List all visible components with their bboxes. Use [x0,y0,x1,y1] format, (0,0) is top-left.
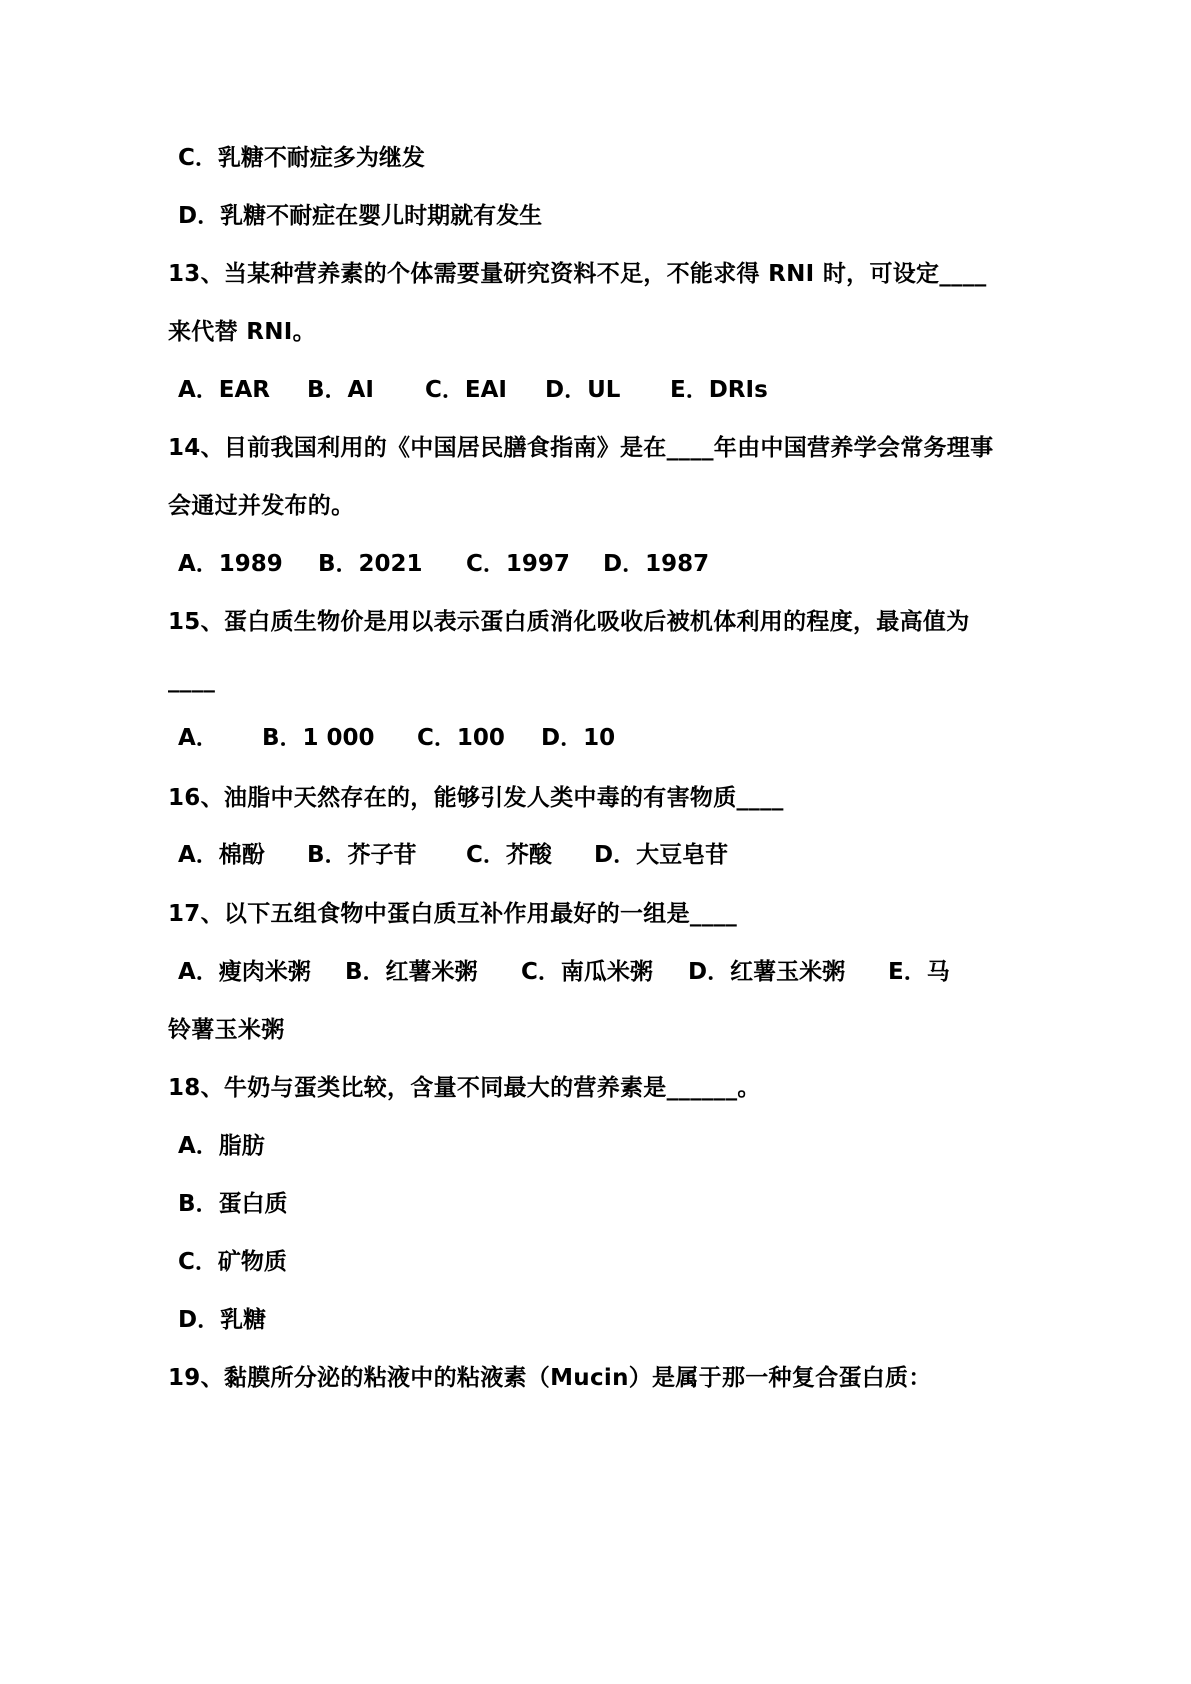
q15-option-d: D．10 [541,725,616,751]
q13-stem-line2: 来代替 RNI。 [168,319,316,345]
q17-stem-line1: 17、以下五组食物中蛋白质互补作用最好的一组是____ [168,901,738,927]
q13-option-e: E．DRIs [670,377,768,403]
q16-option-a: A．棉酚 [178,842,265,868]
q12-option-d: D．乳糖不耐症在婴儿时期就有发生 [178,203,543,229]
q15-option-a: A． [178,725,219,751]
q13-option-a: A．EAR [178,377,271,403]
q14-option-d: D．1987 [603,551,710,577]
q15-option-b: B．1 000 [262,725,375,751]
q16-option-d: D．大豆皂苷 [594,842,729,868]
q15-option-c: C．100 [417,725,505,751]
q18-stem-line1: 18、牛奶与蛋类比较，含量不同最大的营养素是______。 [168,1075,761,1101]
q12-option-c: C．乳糖不耐症多为继发 [178,145,425,171]
q13-option-c: C．EAI [425,377,507,403]
q18-option-a: A．脂肪 [178,1133,265,1159]
q17-option-e: E．马 [888,959,950,985]
q14-option-c: C．1997 [466,551,570,577]
q17-option-d: D．红薯玉米粥 [688,959,846,985]
q18-option-d: D．乳糖 [178,1307,267,1333]
q13-option-b: B．AI [307,377,374,403]
q17-option-e-continued: 铃薯玉米粥 [168,1017,285,1043]
q15-stem-line1: 15、蛋白质生物价是用以表示蛋白质消化吸收后被机体利用的程度，最高值为 [168,609,970,635]
q14-stem-line1: 14、目前我国利用的《中国居民膳食指南》是在____年由中国营养学会常务理事 [168,435,994,461]
q14-option-b: B．2021 [318,551,423,577]
q16-stem-line1: 16、油脂中天然存在的，能够引发人类中毒的有害物质____ [168,785,784,811]
q14-stem-line2: 会通过并发布的。 [168,493,355,519]
q18-option-c: C．矿物质 [178,1249,287,1275]
q13-stem-line1: 13、当某种营养素的个体需要量研究资料不足，不能求得 RNI 时，可设定____ [168,261,987,287]
q18-option-b: B．蛋白质 [178,1191,288,1217]
q14-option-a: A．1989 [178,551,283,577]
q13-option-d: D．UL [545,377,621,403]
q17-option-a: A．瘦肉米粥 [178,959,311,985]
q16-option-b: B．芥子苷 [307,842,417,868]
q17-option-c: C．南瓜米粥 [521,959,653,985]
q19-stem-line1: 19、黏膜所分泌的粘液中的粘液素（Mucin）是属于那一种复合蛋白质： [168,1365,932,1391]
q15-stem-line2: ____ [168,667,216,693]
q16-option-c: C．芥酸 [466,842,552,868]
q17-option-b: B．红薯米粥 [345,959,478,985]
